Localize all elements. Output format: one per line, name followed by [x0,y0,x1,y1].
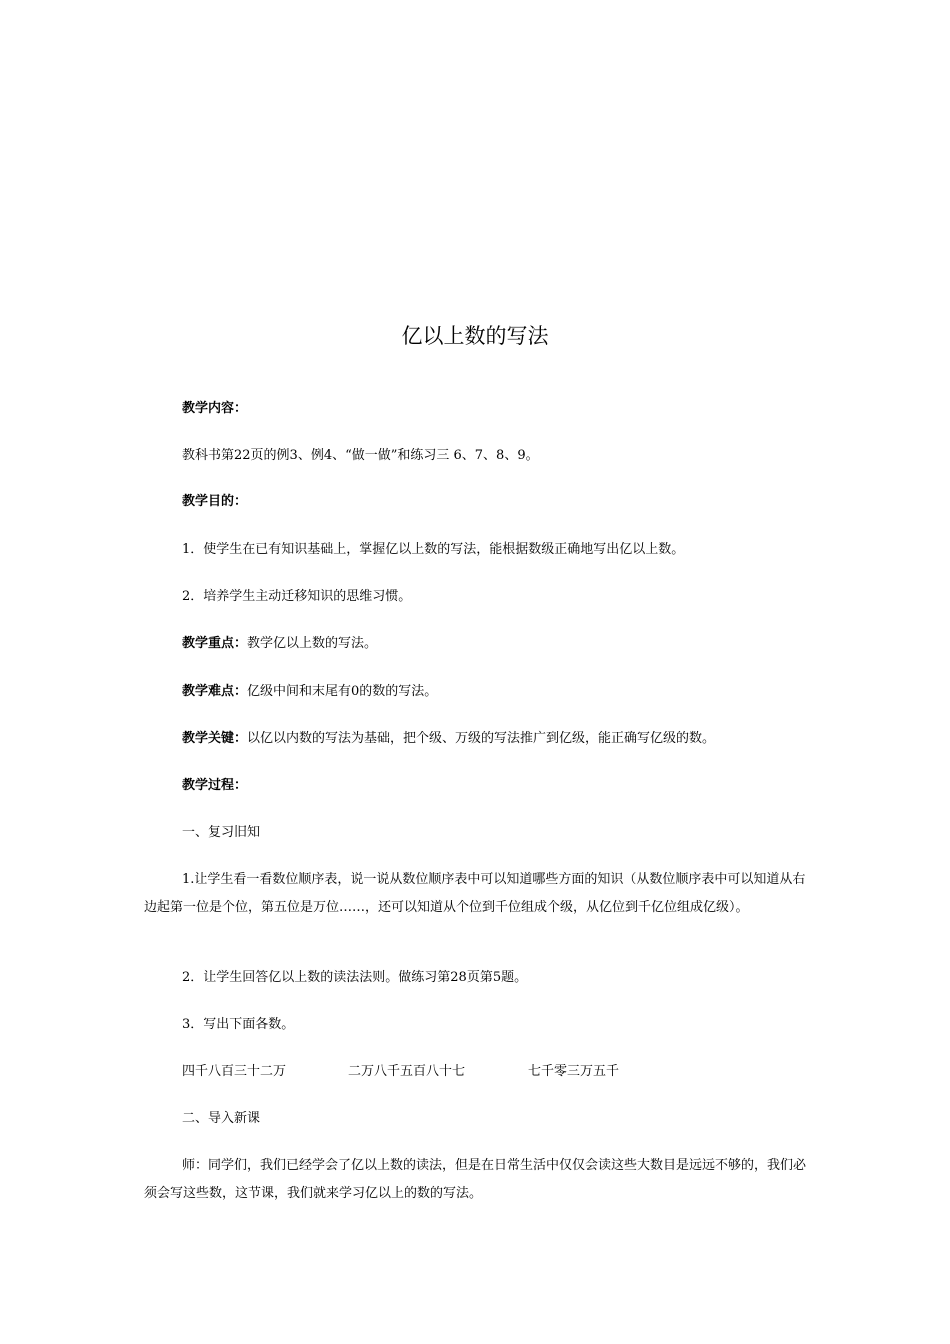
review-item-1: 1.让学生看一看数位顺序表，说一说从数位顺序表中可以知道哪些方面的知识（从数位顺序表中可以知道从右边起第一位是个位，第五位是万位……，还可以知道从个位到千位组成个级，从亿位到千亿位组成亿级）。 [144,872,806,915]
section2-text: 师：同学们，我们已经学会了亿以上数的读法，但是在日常生活中仅仅会读这些大数目是远远不够的，我们必须会写这些数，这节课，我们就来学习亿以上的数的写法。 [144,1158,807,1201]
teaching-goal-2: 2．培养学生主动迁移知识的思维习惯。 [182,589,412,604]
teaching-goals-heading [182,492,247,512]
number-word-2: 二万八千五百八十七 [348,1064,466,1079]
review-item-2: 2．让学生回答亿以上数的读法法则。做练习第28页第5题。 [182,970,528,985]
process-heading [182,776,247,796]
section2-heading: 二、导入新课 [182,1111,261,1126]
number-word-3: 七千零三万五千 [528,1064,620,1079]
difficulty-label: 教学难点： [182,684,248,699]
key-point-text: 教学亿以上数的写法。 [247,636,378,651]
number-word-1: 四千八百三十二万 [182,1064,287,1079]
review-item-3: 3．写出下面各数。 [182,1017,295,1032]
teaching-content-heading [182,399,247,419]
teaching-content-text: 教科书第22页的例3、例4、“做一做”和练习三 6、7、8、9。 [182,448,539,463]
difficulty [182,682,437,702]
key-link-label: 教学关键： [182,731,248,746]
difficulty-text: 亿级中间和末尾有0的数的写法。 [247,684,438,699]
process-label: 教学过程： [182,778,248,793]
key-point [182,634,377,654]
page-title: 亿以上数的写法 [401,324,549,348]
key-link-text: 以亿以内数的写法为基础，把个级、万级的写法推广到亿级，能正确写亿级的数。 [247,731,716,746]
teaching-goals-label: 教学目的： [182,494,248,509]
key-point-label: 教学重点： [182,636,248,651]
key-link [182,729,715,749]
teaching-goal-1: 1．使学生在已有知识基础上，掌握亿以上数的写法，能根据数级正确地写出亿以上数。 [182,542,685,557]
section1-heading: 一、复习旧知 [182,825,261,840]
teaching-content-label: 教学内容： [182,401,248,416]
